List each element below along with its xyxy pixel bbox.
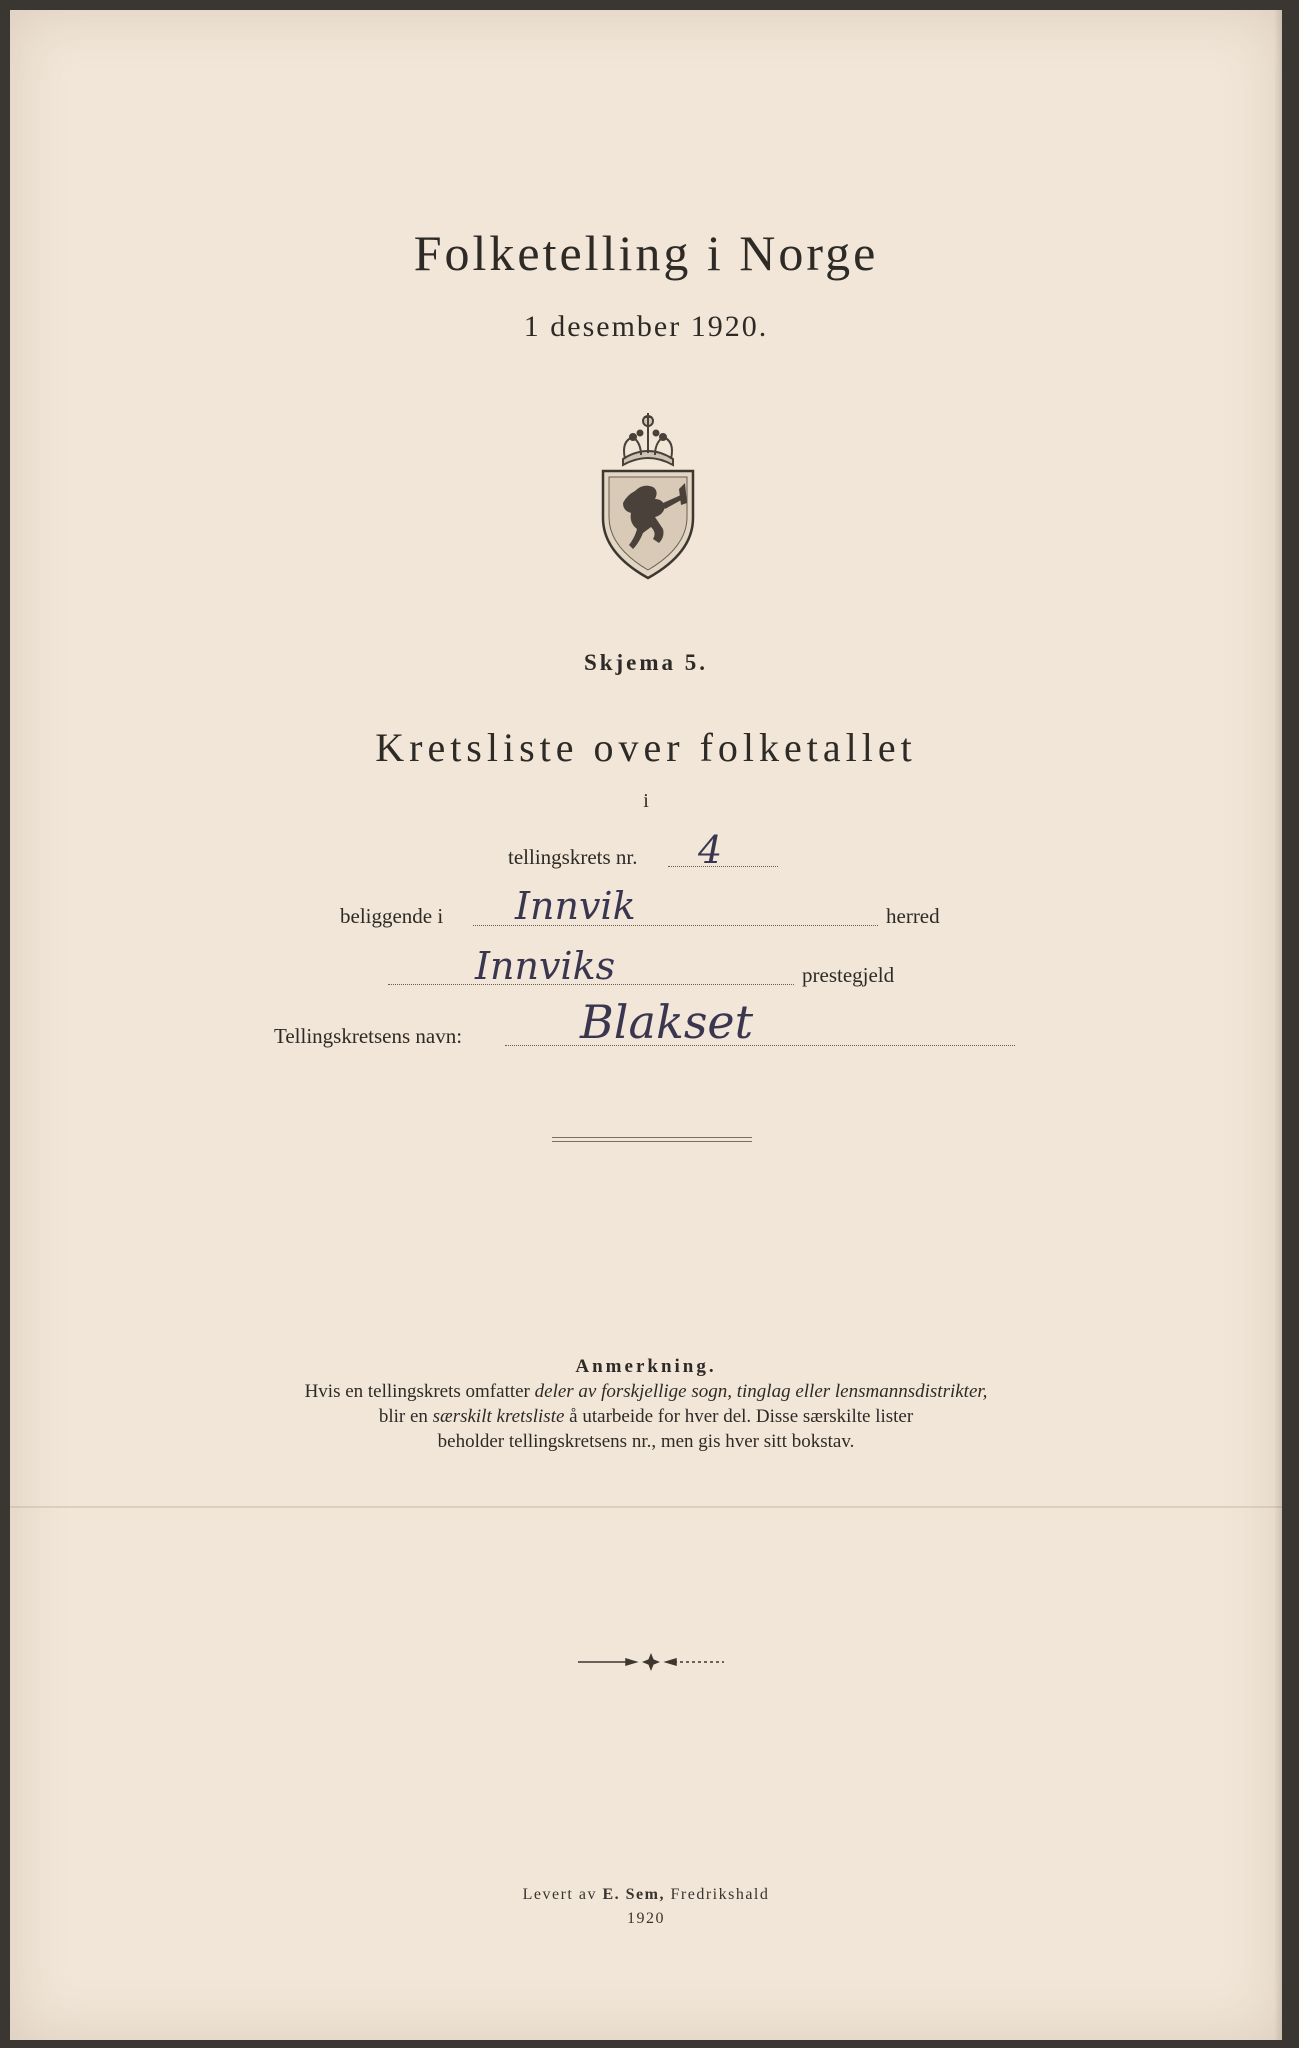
note-line-2-start: blir en <box>378 1406 433 1427</box>
ornament-divider-icon <box>576 1652 726 1672</box>
note-heading: Anmerkning. <box>575 1356 717 1377</box>
form-date: 1 desember 1920. <box>523 310 769 343</box>
district-number-label: tellingskrets nr. <box>508 845 638 869</box>
printer-credit <box>10 1886 1282 1904</box>
herred-label: herred <box>886 904 940 928</box>
note-body <box>160 1379 1132 1454</box>
parish-value: Innviks <box>475 944 616 988</box>
note-line-2 <box>160 1404 1132 1429</box>
note-line-1 <box>160 1379 1132 1404</box>
divider-rule-bottom <box>552 1141 752 1142</box>
printer-year: 1920 <box>627 1910 665 1927</box>
note-line-2-end: å utarbeide for hver del. Disse særskilte lister <box>564 1406 914 1427</box>
schema-number: Skjema 5. <box>583 650 709 675</box>
form-title: Folketelling i Norge <box>413 225 879 281</box>
printer-prefix: Levert av <box>522 1886 603 1903</box>
located-in-label: beliggende i <box>340 904 444 928</box>
district-number-line <box>668 866 778 867</box>
paper-fold-line <box>10 1506 1282 1508</box>
form-preposition: i <box>643 790 649 812</box>
printer-name: E. Sem, <box>602 1886 665 1903</box>
district-name-label: Tellingskretsens navn: <box>274 1024 463 1048</box>
note-line-1-text: Hvis en tellingskrets omfatter <box>304 1381 535 1402</box>
divider-rule-top <box>552 1137 752 1138</box>
district-number-value: 4 <box>698 828 723 872</box>
norwegian-coat-of-arms-icon <box>593 403 703 583</box>
note-line-2-emphasis: særskilt kretsliste <box>432 1406 565 1427</box>
parish-label: prestegjeld <box>802 963 895 987</box>
district-name-value: Blakset <box>580 995 754 1049</box>
note-line-3: beholder tellingskretsens nr., men gis hver sitt bokstav. <box>437 1431 855 1452</box>
note-line-1-emphasis: deler av forskjellige sogn, tinglag eller lensmannsdistrikter, <box>534 1381 988 1402</box>
form-heading: Kretsliste over folketallet <box>375 725 917 770</box>
located-in-value: Innvik <box>515 884 636 928</box>
printer-location: Fredrikshald <box>664 1886 770 1903</box>
census-form-page <box>10 10 1282 2040</box>
